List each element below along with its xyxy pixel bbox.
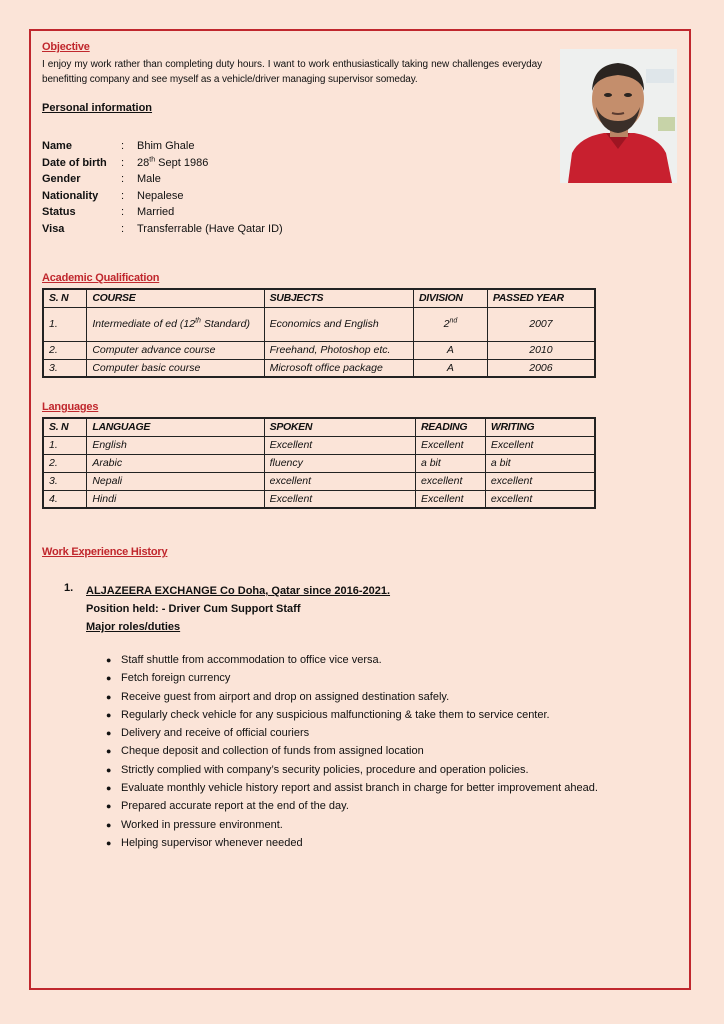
pi-value: Transferrable (Have Qatar ID) xyxy=(137,222,283,235)
cell: Excellent xyxy=(485,436,595,454)
pi-label: Visa xyxy=(42,222,65,235)
cell: excellent xyxy=(485,490,595,508)
pi-value: Male xyxy=(137,173,161,185)
cell: Excellent xyxy=(264,490,415,508)
cell-course: Intermediate of ed (12th Standard) xyxy=(87,307,264,341)
header-cell: S. N xyxy=(43,289,87,307)
bullet-icon: ● xyxy=(106,728,112,739)
pi-row-nationality: Nationality : Nepalese xyxy=(42,188,283,205)
cell: Arabic xyxy=(87,454,264,472)
list-item: ● Regularly check vehicle for any suspicious malfunctioning & take them to service center. xyxy=(106,706,598,724)
cell-sn: 2. xyxy=(43,341,87,359)
cell-sn: 3. xyxy=(43,359,87,377)
cell-division: A xyxy=(413,341,487,359)
bullet-icon: ● xyxy=(106,819,112,830)
pi-label: Date of birth xyxy=(42,156,107,169)
cell: Nepali xyxy=(87,472,264,490)
cell-sn: 1. xyxy=(43,307,87,341)
academic-table xyxy=(42,288,596,378)
table-row xyxy=(43,359,595,377)
cell-year: 2010 xyxy=(487,341,595,359)
table-row xyxy=(43,307,595,341)
header-cell: COURSE xyxy=(87,289,264,307)
work-item xyxy=(86,582,390,636)
bullet-icon: ● xyxy=(106,746,112,757)
personal-info-heading: Personal information xyxy=(42,102,153,114)
pi-row-dob: Date of birth : 28th Sept 1986 xyxy=(42,155,283,172)
cell: 4. xyxy=(43,490,87,508)
header-cell: SPOKEN xyxy=(264,418,415,436)
pi-value: Nepalese xyxy=(137,189,184,202)
header-cell: SUBJECTS xyxy=(264,289,413,307)
cell: Excellent xyxy=(415,490,485,508)
work-item-number: 1. xyxy=(64,582,74,594)
pi-label: Status xyxy=(42,206,76,218)
pi-row-status: Status : Married xyxy=(42,204,283,221)
company-name: ALJAZEERA EXCHANGE Co Doha, Qatar since 2016-2021. xyxy=(86,585,391,597)
bullet-icon: ● xyxy=(106,709,112,720)
pi-value: Married xyxy=(137,206,175,218)
list-item: ● Receive guest from airport and drop on assigned destination safely. xyxy=(106,688,598,706)
pi-row-gender: Gender : Male xyxy=(42,171,283,188)
cell: English xyxy=(87,436,264,454)
pi-row-visa: Visa : Transferrable (Have Qatar ID) xyxy=(42,221,283,238)
bullet-icon: ● xyxy=(106,655,112,665)
pi-label: Nationality xyxy=(42,189,99,202)
cell: excellent xyxy=(264,472,415,490)
list-item: ● Evaluate monthly vehicle history report and assist branch in charge for better improvement ahead. xyxy=(106,779,598,797)
bullet-icon: ● xyxy=(106,801,112,812)
table-row xyxy=(43,454,595,472)
table-row xyxy=(43,472,595,490)
list-item: ● Cheque deposit and collection of funds from assigned location xyxy=(106,742,598,760)
list-item: ● Delivery and receive of official couriers xyxy=(106,724,598,742)
objective-heading: Objective xyxy=(42,41,90,53)
cell: Excellent xyxy=(264,436,415,454)
bullet-icon: ● xyxy=(106,673,112,684)
bullet-icon: ● xyxy=(106,783,112,794)
bullet-icon: ● xyxy=(106,764,112,775)
cell: Excellent xyxy=(415,436,485,454)
cell-subjects: Economics and English xyxy=(264,307,413,341)
cell-year: 2006 xyxy=(487,359,595,377)
cell-division: 2nd xyxy=(413,307,487,341)
cell: fluency xyxy=(264,454,415,472)
cell-division: A xyxy=(413,359,487,377)
table-row xyxy=(43,490,595,508)
list-item: ● Prepared accurate report at the end of the day. xyxy=(106,797,598,815)
cell: Hindi xyxy=(87,490,264,508)
cell: a bit xyxy=(415,454,485,472)
cell-course: Computer basic course xyxy=(87,359,264,377)
header-cell: PASSED YEAR xyxy=(487,289,595,307)
cell-year: 2007 xyxy=(487,307,595,341)
header-cell: READING xyxy=(415,418,485,436)
objective-text: I enjoy my work rather than completing duty hours. I want to work enthusiastically taking new challenges everyday benefitting company and see myself as a vehicle/driver managing supervisor someday. xyxy=(42,59,542,85)
header-cell: DIVISION xyxy=(413,289,487,307)
pi-row-name: Name : Bhim Ghale xyxy=(42,138,283,155)
pi-label: Name xyxy=(42,140,72,152)
roles-heading: Major roles/duties xyxy=(86,621,181,633)
header-cell: S. N xyxy=(43,418,87,436)
cell: excellent xyxy=(485,472,595,490)
list-item: ● Fetch foreign currency xyxy=(106,669,598,687)
list-item: ● Helping supervisor whenever needed xyxy=(106,834,598,852)
languages-table xyxy=(42,417,596,509)
header-cell: LANGUAGE xyxy=(87,418,264,436)
work-heading: Work Experience History xyxy=(42,546,168,558)
cell: a bit xyxy=(485,454,595,472)
header-cell: WRITING xyxy=(485,418,595,436)
cell-course: Computer advance course xyxy=(87,341,264,359)
position-held: Position held: - Driver Cum Support Staff xyxy=(86,603,301,615)
pi-label: Gender xyxy=(42,173,81,185)
table-header-row xyxy=(43,289,595,307)
duties-list xyxy=(106,651,598,852)
cell: 2. xyxy=(43,454,87,472)
academic-heading: Academic Qualification xyxy=(42,272,160,284)
languages-heading: Languages xyxy=(42,401,99,413)
cell-subjects: Microsoft office package xyxy=(264,359,413,377)
cell-subjects: Freehand, Photoshop etc. xyxy=(264,341,413,359)
pi-value: Bhim Ghale xyxy=(137,140,195,152)
personal-info-table xyxy=(42,138,283,237)
table-row xyxy=(43,436,595,454)
cell: 3. xyxy=(43,472,87,490)
list-item: ● Worked in pressure environment. xyxy=(106,816,598,834)
cell: excellent xyxy=(415,472,485,490)
pi-value: 28th Sept 1986 xyxy=(137,155,209,169)
bullet-icon: ● xyxy=(106,837,112,848)
profile-photo xyxy=(560,49,677,183)
list-item: ● Staff shuttle from accommodation to office vice versa. xyxy=(106,651,598,669)
cell: 1. xyxy=(43,436,87,454)
list-item: ● Strictly complied with company’s security policies, procedure and operation policies. xyxy=(106,761,598,779)
table-row xyxy=(43,341,595,359)
table-header-row xyxy=(43,418,595,436)
bullet-icon: ● xyxy=(106,691,112,702)
